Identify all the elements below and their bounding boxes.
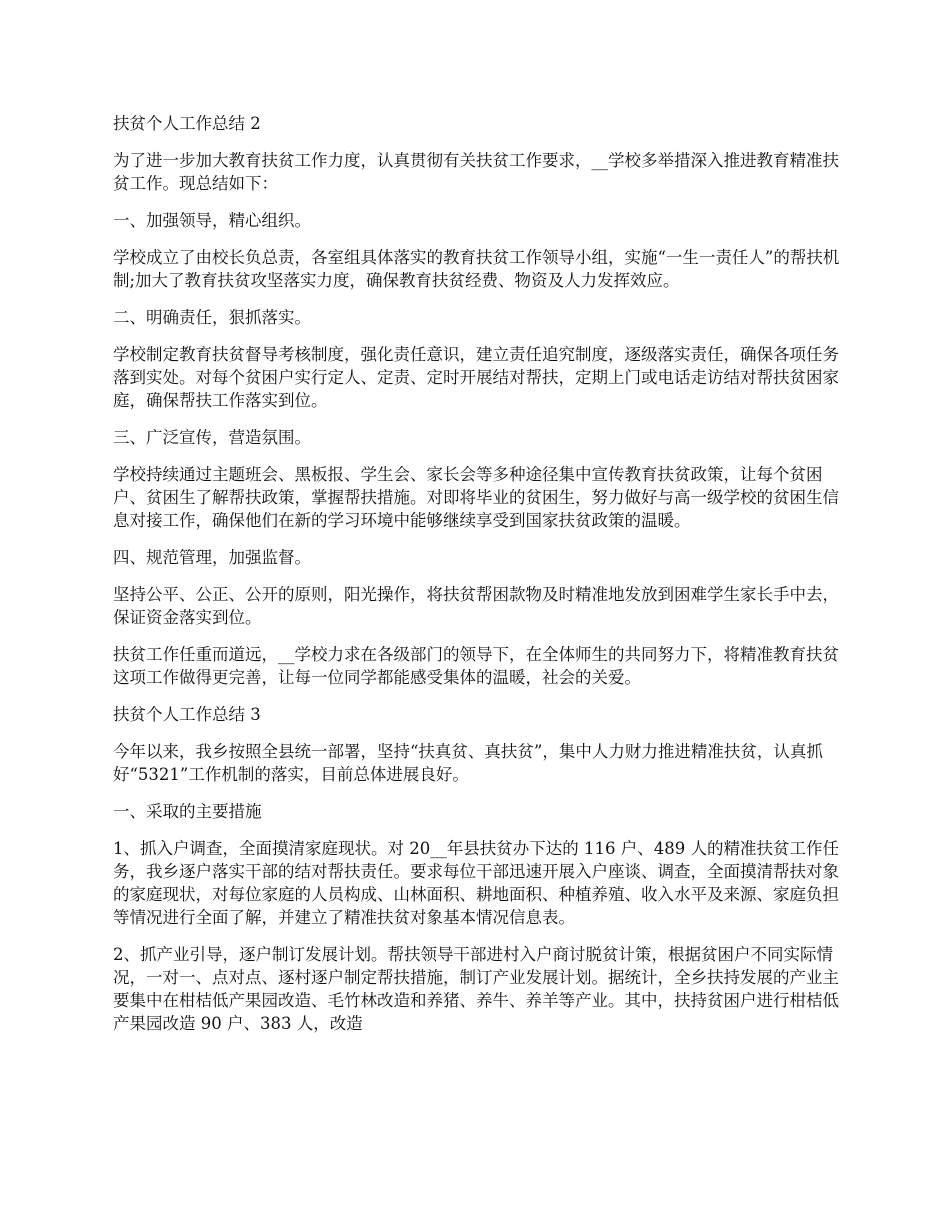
subheading-3: 三、广泛宣传，营造氛围。 xyxy=(113,428,311,447)
subheading-2: 二、明确责任，狠抓落实。 xyxy=(113,308,311,327)
paragraph-publicity: 学校持续通过主题班会、黑板报、学生会、家长会等多种途径集中宣传教育扶贫政策，让每个贫困户、贫困生了解帮扶政策，掌握帮扶措施。对即将毕业的贫困生，努力做好与高一级学校的贫困生信息对接工作，确保他们在新的学习环境中能够继续享受到国家扶贫政策的温暖。 xyxy=(113,465,839,530)
subheading-4: 四、规范管理，加强监督。 xyxy=(113,548,311,567)
paragraph-measure-1: 1、抓入户调查，全面摸清家庭现状。对 20__年县扶贫办下达的 116 户、489 人的精准扶贫工作任务，我乡逐户落实干部的结对帮扶责任。要求每位干部迅速开展入户座谈、调查，全面摸清帮扶对象的家庭现状，对每位家庭的人员构成、山林面积、耕地面积、种植养殖、收入水平及来源、家庭负担等情况进行全面了解，并建立了精准扶贫对象基本情况信息表。 xyxy=(113,839,839,927)
section-title-summary-3: 扶贫个人工作总结 3 xyxy=(113,705,261,724)
paragraph-measure-2: 2、抓产业引导，逐户制订发展计划。帮扶领导干部进村入户商讨脱贫计策，根据贫困户不同实际情况，一对一、点对点、逐村逐户制定帮扶措施，制订产业发展计划。据统计，全乡扶持发展的产业主要集中在柑桔低产果园改造、毛竹林改造和养猪、养牛、养羊等产业。其中，扶持贫困户进行柑桔低产果园改造 90 户、383 人，改造 xyxy=(113,945,839,1033)
section-title-summary-2: 扶贫个人工作总结 2 xyxy=(113,114,261,133)
paragraph-conclusion: 扶贫工作任重而道远，__学校力求在各级部门的领导下，在全体师生的共同努力下，将精准教育扶贫这项工作做得更完善，让每一位同学都能感受集体的温暖，社会的关爱。 xyxy=(113,645,839,687)
paragraph-leadership: 学校成立了由校长负总责，各室组具体落实的教育扶贫工作领导小组，实施“一生一责任人”的帮扶机制;加大了教育扶贫攻坚落实力度，确保教育扶贫经费、物资及人力发挥效应。 xyxy=(113,248,840,290)
document-body xyxy=(113,112,853,1049)
subheading-measures: 一、采取的主要措施 xyxy=(113,802,262,821)
intro-paragraph: 为了进一步加大教育扶贫工作力度，认真贯彻有关扶贫工作要求，__学校多举措深入推进教育精准扶贫工作。现总结如下： xyxy=(113,151,839,193)
paragraph-responsibility: 学校制定教育扶贫督导考核制度，强化责任意识，建立责任追究制度，逐级落实责任，确保各项任务落到实处。对每个贫困户实行定人、定责、定时开展结对帮扶，定期上门或电话走访结对帮扶贫困家庭，确保帮扶工作落实到位。 xyxy=(113,345,839,410)
paragraph-overview: 今年以来，我乡按照全县统一部署，坚持“扶真贫、真扶贫”，集中人力财力推进精准扶贫，认真抓好“5321”工作机制的落实，目前总体进展良好。 xyxy=(113,742,823,784)
paragraph-management: 坚持公平、公正、公开的原则，阳光操作，将扶贫帮困款物及时精准地发放到困难学生家长手中去，保证资金落实到位。 xyxy=(113,585,839,627)
subheading-1: 一、加强领导，精心组织。 xyxy=(113,211,311,230)
